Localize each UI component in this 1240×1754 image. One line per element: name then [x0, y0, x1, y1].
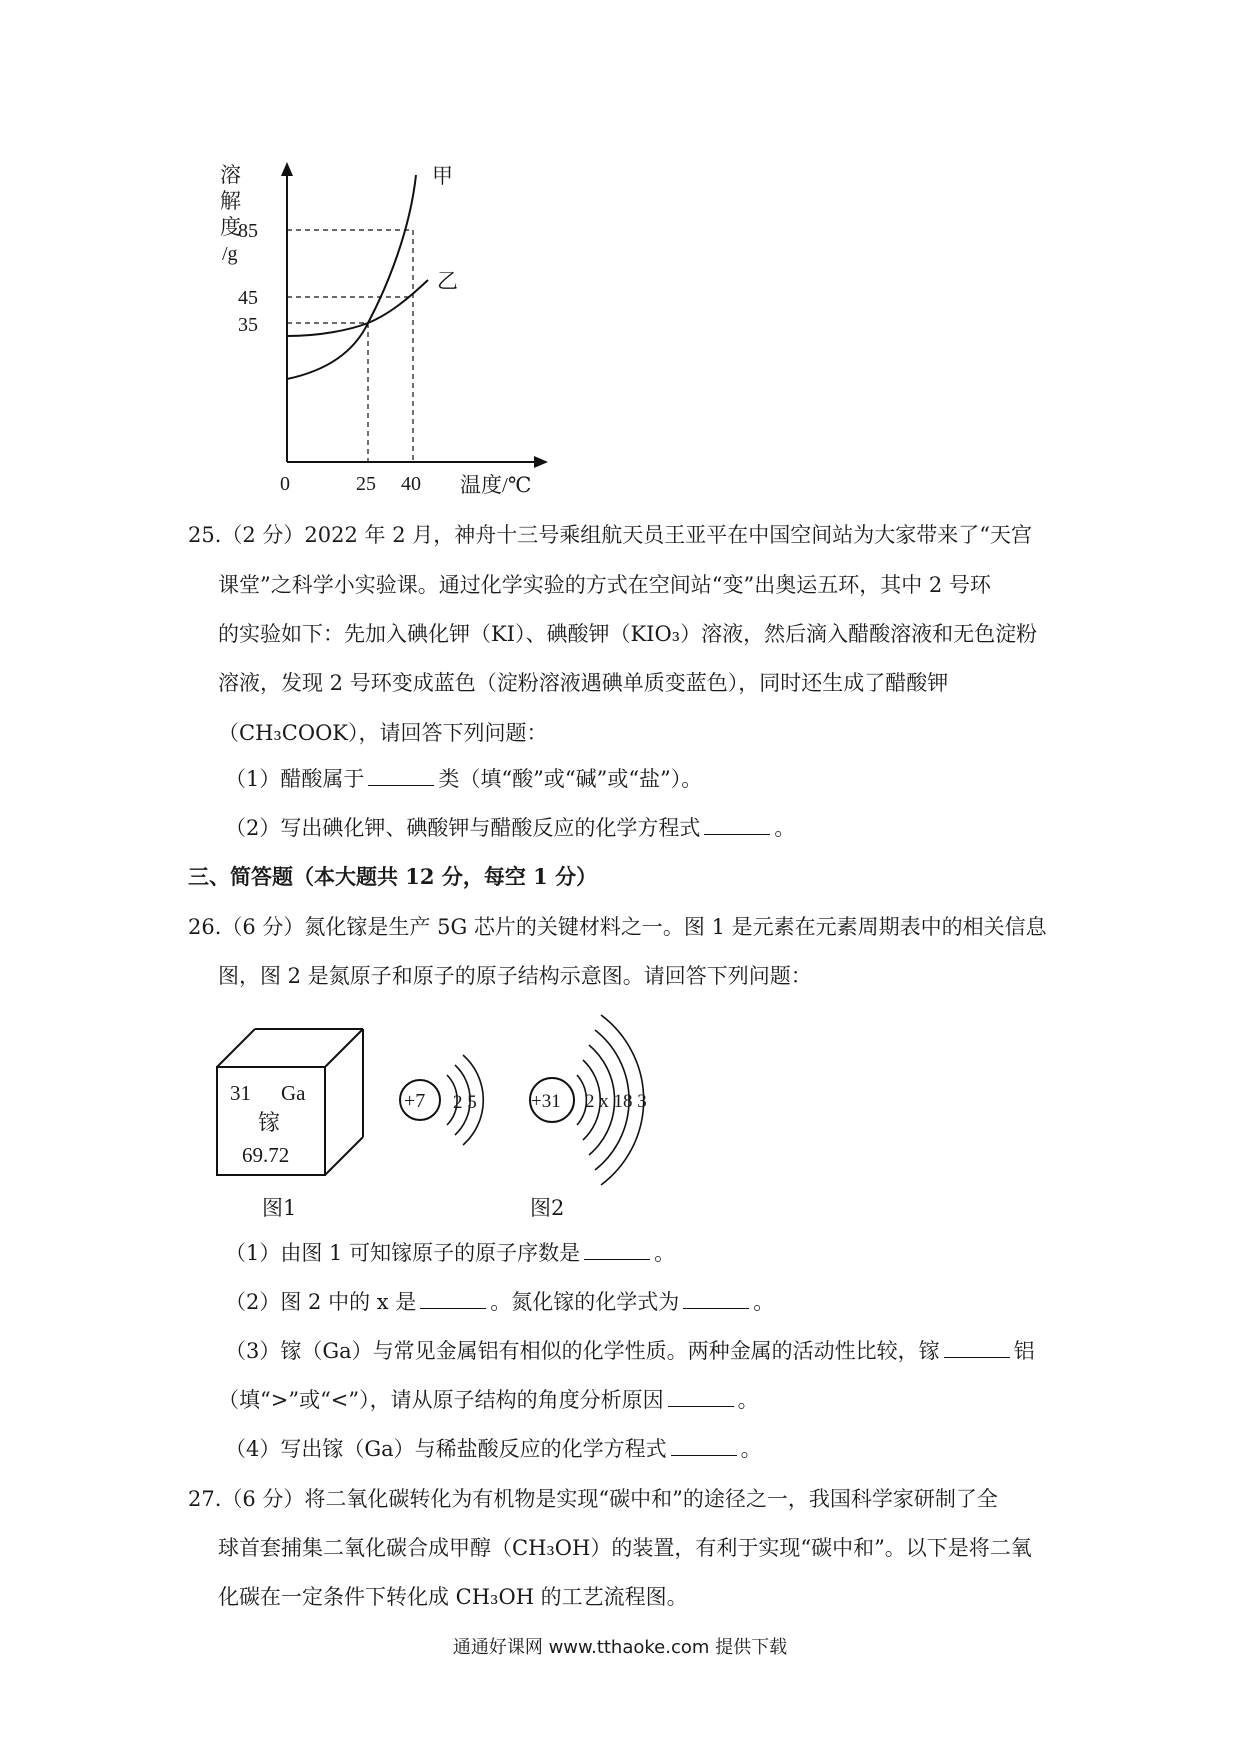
q25-part-2 — [225, 813, 795, 843]
q26-part-2-tail: 。 — [753, 1290, 775, 1314]
curve-yi — [287, 280, 428, 336]
y-axis-label-4: /g — [222, 243, 238, 265]
answer-blank[interactable] — [668, 1386, 734, 1407]
answer-blank[interactable] — [704, 814, 770, 835]
q26-part-3-cont — [218, 1385, 759, 1415]
q25-line-4: 溶液，发现 2 号环变成蓝色（淀粉溶液遇碘单质变蓝色），同时还生成了醋酸钾 — [218, 671, 949, 695]
q25-part-2-text: （2）写出碘化钾、碘酸钾与醋酸反应的化学方程式 — [225, 816, 701, 840]
q26-part-2-text: （2）图 2 中的 x 是 — [225, 1290, 417, 1314]
y-axis-label-1: 溶 — [220, 163, 241, 187]
q25-part-1-tail: 类（填“酸”或“碱”或“盐”）。 — [438, 767, 703, 791]
q26-part-3-text-2: （填“>”或“<”），请从原子结构的角度分析原因 — [218, 1388, 664, 1412]
answer-blank[interactable] — [420, 1288, 486, 1309]
q25-part-1-text: （1）醋酸属于 — [225, 767, 365, 791]
nitrogen-nucleus: +7 — [404, 1090, 426, 1112]
q27-line-2: 球首套捕集二氧化碳合成甲醇（CH₃OH）的装置，有利于实现“碳中和”。以下是将二氧 — [218, 1536, 1032, 1560]
q26-part-4-text: （4）写出镓（Ga）与稀盐酸反应的化学方程式 — [225, 1437, 667, 1461]
q27-line-3: 化碳在一定条件下转化成 CH₃OH 的工艺流程图。 — [218, 1585, 688, 1609]
x-tick-40: 40 — [401, 473, 421, 495]
element-cell-figure — [215, 1025, 375, 1185]
curve-label-yi: 乙 — [437, 269, 458, 293]
q26-part-3 — [225, 1336, 1035, 1366]
gallium-shells: 2 x 18 3 — [585, 1091, 647, 1112]
curve-jia — [287, 175, 416, 379]
element-name: 镓 — [258, 1110, 281, 1135]
answer-blank[interactable] — [671, 1435, 737, 1456]
gallium-nucleus: +31 — [531, 1091, 561, 1112]
q26-part-1-tail: 。 — [654, 1241, 676, 1265]
solubility-chart — [210, 160, 560, 500]
q25-line-3: 的实验如下：先加入碘化钾（KI）、碘酸钾（KIO₃）溶液，然后滴入醋酸溶液和无色淀粉 — [218, 622, 1038, 646]
q26-part-3-tail-2: 。 — [737, 1388, 759, 1412]
page-footer: 通通好课网 www.tthaoke.com 提供下载 — [452, 1637, 788, 1658]
q26-line-2: 图，图 2 是氮原子和原子的原子结构示意图。请回答下列问题： — [218, 964, 812, 988]
q27-line-1: 27.（6 分）将二氧化碳转化为有机物是实现“碳中和”的途径之一，我国科学家研制了全 — [188, 1487, 998, 1511]
y-axis-arrow — [281, 162, 293, 176]
q26-part-3-text: （3）镓（Ga）与常见金属铝有相似的化学性质。两种金属的活动性比较，镓 — [225, 1339, 940, 1363]
q26-part-2 — [225, 1287, 774, 1317]
atomic-number: 31 — [230, 1081, 251, 1105]
y-tick-85: 85 — [238, 220, 258, 242]
curve-label-jia: 甲 — [432, 164, 453, 188]
section-3-heading: 三、简答题（本大题共 12 分，每空 1 分） — [188, 864, 598, 889]
figure-2-caption: 图2 — [530, 1196, 565, 1220]
q26-part-2-mid: 。氮化镓的化学式为 — [490, 1290, 680, 1314]
q26-part-1-text: （1）由图 1 可知镓原子的原子序数是 — [225, 1241, 581, 1265]
q26-part-4-tail: 。 — [740, 1437, 762, 1461]
gallium-atom-diagram — [525, 1005, 675, 1195]
atomic-mass: 69.72 — [242, 1143, 290, 1167]
q26-part-3-tail: 铝 — [1013, 1339, 1035, 1363]
q25-part-2-tail: 。 — [774, 816, 796, 840]
q26-part-1 — [225, 1238, 675, 1268]
x-axis-arrow — [534, 456, 548, 468]
q25-line-5: （CH₃COOK），请回答下列问题： — [218, 721, 548, 745]
q25-line-1: 25.（2 分）2022 年 2 月，神舟十三号乘组航天员王亚平在中国空间站为大家带来了“天宫 — [188, 523, 1032, 547]
y-tick-35: 35 — [238, 314, 258, 336]
answer-blank[interactable] — [944, 1337, 1010, 1358]
q25-part-1 — [225, 764, 702, 794]
answer-blank[interactable] — [368, 765, 434, 786]
y-tick-45: 45 — [238, 287, 258, 309]
x-tick-0: 0 — [280, 473, 290, 495]
q26-line-1: 26.（6 分）氮化镓是生产 5G 芯片的关键材料之一。图 1 是元素在元素周期表中的相关信息 — [188, 915, 1047, 939]
q26-part-4 — [225, 1434, 762, 1464]
q25-line-2: 课堂”之科学小实验课。通过化学实验的方式在空间站“变”出奥运五环，其中 2 号环 — [218, 573, 991, 597]
figure-1-caption: 图1 — [262, 1196, 297, 1220]
answer-blank[interactable] — [683, 1288, 749, 1309]
x-axis-label: 温度/℃ — [460, 473, 532, 497]
answer-blank[interactable] — [584, 1239, 650, 1260]
nitrogen-shells: 2 5 — [453, 1092, 477, 1113]
x-tick-25: 25 — [356, 473, 376, 495]
y-axis-label-3: 度 — [220, 215, 241, 239]
element-symbol: Ga — [281, 1081, 306, 1105]
nitrogen-atom-diagram — [395, 1040, 515, 1160]
y-axis-label-2: 解 — [220, 189, 241, 213]
